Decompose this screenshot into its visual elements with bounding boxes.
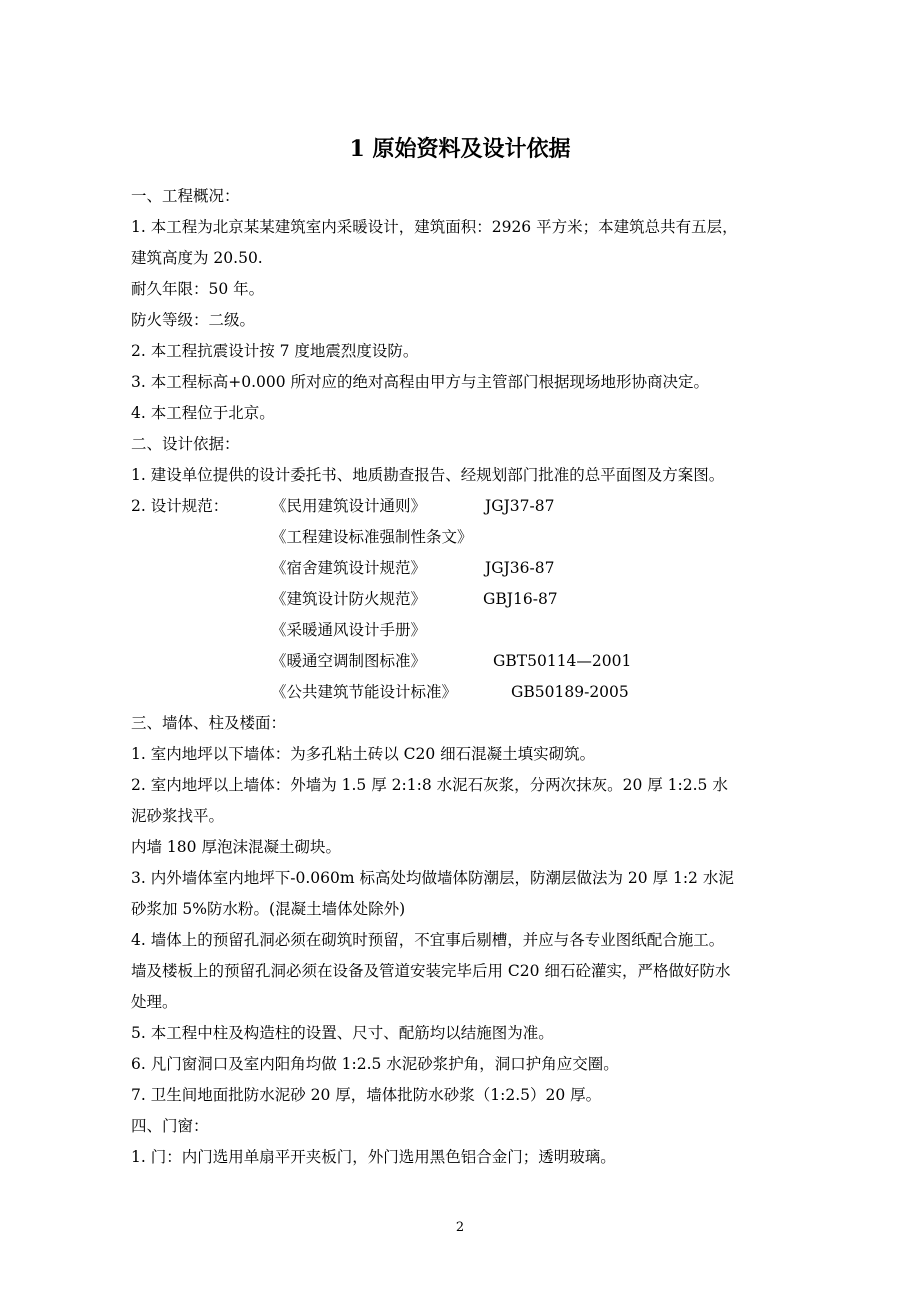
spec-lead: 2. 设计规范： — [131, 497, 229, 515]
spec-book-title: 《公共建筑节能设计标准》 — [271, 683, 458, 701]
paragraph-line: 建筑高度为 20.50. — [131, 249, 263, 267]
paragraph-line: 砂浆加 5%防水粉。(混凝土墙体处除外) — [131, 900, 406, 918]
spec-row — [131, 584, 843, 615]
paragraph-line: 二、设计依据： — [131, 435, 240, 453]
spec-book-title: 《民用建筑设计通则》 — [271, 497, 427, 515]
spec-code: JGJ36-87 — [485, 559, 555, 577]
page-title: 1 原始资料及设计依据 — [349, 136, 571, 162]
paragraph-line: 7. 卫生间地面批防水泥砂 20 厚，墙体批防水砂浆（1:2.5）20 厚。 — [131, 1086, 602, 1104]
paragraph-line: 四、门窗： — [131, 1117, 209, 1135]
paragraph-line: 内墙 180 厚泡沫混凝土砌块。 — [131, 838, 341, 856]
spec-code: GBT50114—2001 — [493, 652, 632, 670]
spec-book-title: 《建筑设计防火规范》 — [271, 590, 427, 608]
spec-book-title: 《暖通空调制图标准》 — [271, 652, 427, 670]
spec-book-title: 《采暖通风设计手册》 — [271, 621, 427, 639]
spec-row — [131, 553, 843, 584]
paragraph-line: 5. 本工程中柱及构造柱的设置、尺寸、配筋均以结施图为准。 — [131, 1024, 554, 1042]
paragraph-line: 一、工程概况： — [131, 187, 240, 205]
spec-book-title: 《宿舍建筑设计规范》 — [271, 559, 427, 577]
paragraph-line: 1. 本工程为北京某某建筑室内采暖设计，建筑面积：2926 平方米；本建筑总共有五层， — [131, 218, 738, 236]
paragraph-line: 耐久年限：50 年。 — [131, 280, 265, 298]
paragraph-line: 3. 本工程标高+0.000 所对应的绝对高程由甲方与主管部门根据现场地形协商决定。 — [131, 373, 710, 391]
paragraph-line: 4. 墙体上的预留孔洞必须在砌筑时预留，不宜事后剔槽，并应与各专业图纸配合施工。 — [131, 931, 725, 949]
paragraph-line: 4. 本工程位于北京。 — [131, 404, 275, 422]
paragraph-line: 1. 门：内门选用单扇平开夹板门，外门选用黑色铝合金门；透明玻璃。 — [131, 1148, 616, 1166]
paragraph-line: 3. 内外墙体室内地坪下-0.060m 标高处均做墙体防潮层，防潮层做法为 20 厚 1:2 水泥 — [131, 869, 734, 887]
document-body — [131, 181, 843, 1173]
paragraph-line: 2. 本工程抗震设计按 7 度地震烈度设防。 — [131, 342, 419, 360]
spec-code: GBJ16-87 — [483, 590, 558, 608]
spec-row — [131, 615, 843, 646]
spec-row — [131, 646, 843, 677]
spec-code: JGJ37-87 — [485, 497, 555, 515]
paragraph-line: 1. 室内地坪以下墙体：为多孔粘土砖以 C20 细石混凝土填实砌筑。 — [131, 745, 596, 763]
spec-book-title: 《工程建设标准强制性条文》 — [271, 528, 473, 546]
paragraph-line: 2. 室内地坪以上墙体：外墙为 1.5 厚 2:1:8 水泥石灰浆，分两次抹灰。20 厚 1:2.5 水 — [131, 776, 728, 794]
paragraph-line: 处理。 — [131, 993, 178, 1011]
spec-row — [131, 677, 843, 708]
paragraph-line: 墙及楼板上的预留孔洞必须在设备及管道安装完毕后用 C20 细石砼灌实，严格做好防水 — [131, 962, 731, 980]
spec-row — [131, 522, 843, 553]
spec-row — [131, 491, 843, 522]
paragraph-line: 泥砂浆找平。 — [131, 807, 225, 825]
paragraph-line: 三、墙体、柱及楼面： — [131, 714, 287, 732]
paragraph-line: 防火等级：二级。 — [131, 311, 256, 329]
page-number: 2 — [455, 1220, 465, 1235]
paragraph-line: 6. 凡门窗洞口及室内阳角均做 1:2.5 水泥砂浆护角，洞口护角应交圈。 — [131, 1055, 619, 1073]
paragraph-line: 1. 建设单位提供的设计委托书、地质勘查报告、经规划部门批准的总平面图及方案图。 — [131, 466, 725, 484]
spec-code: GB50189-2005 — [511, 683, 629, 701]
